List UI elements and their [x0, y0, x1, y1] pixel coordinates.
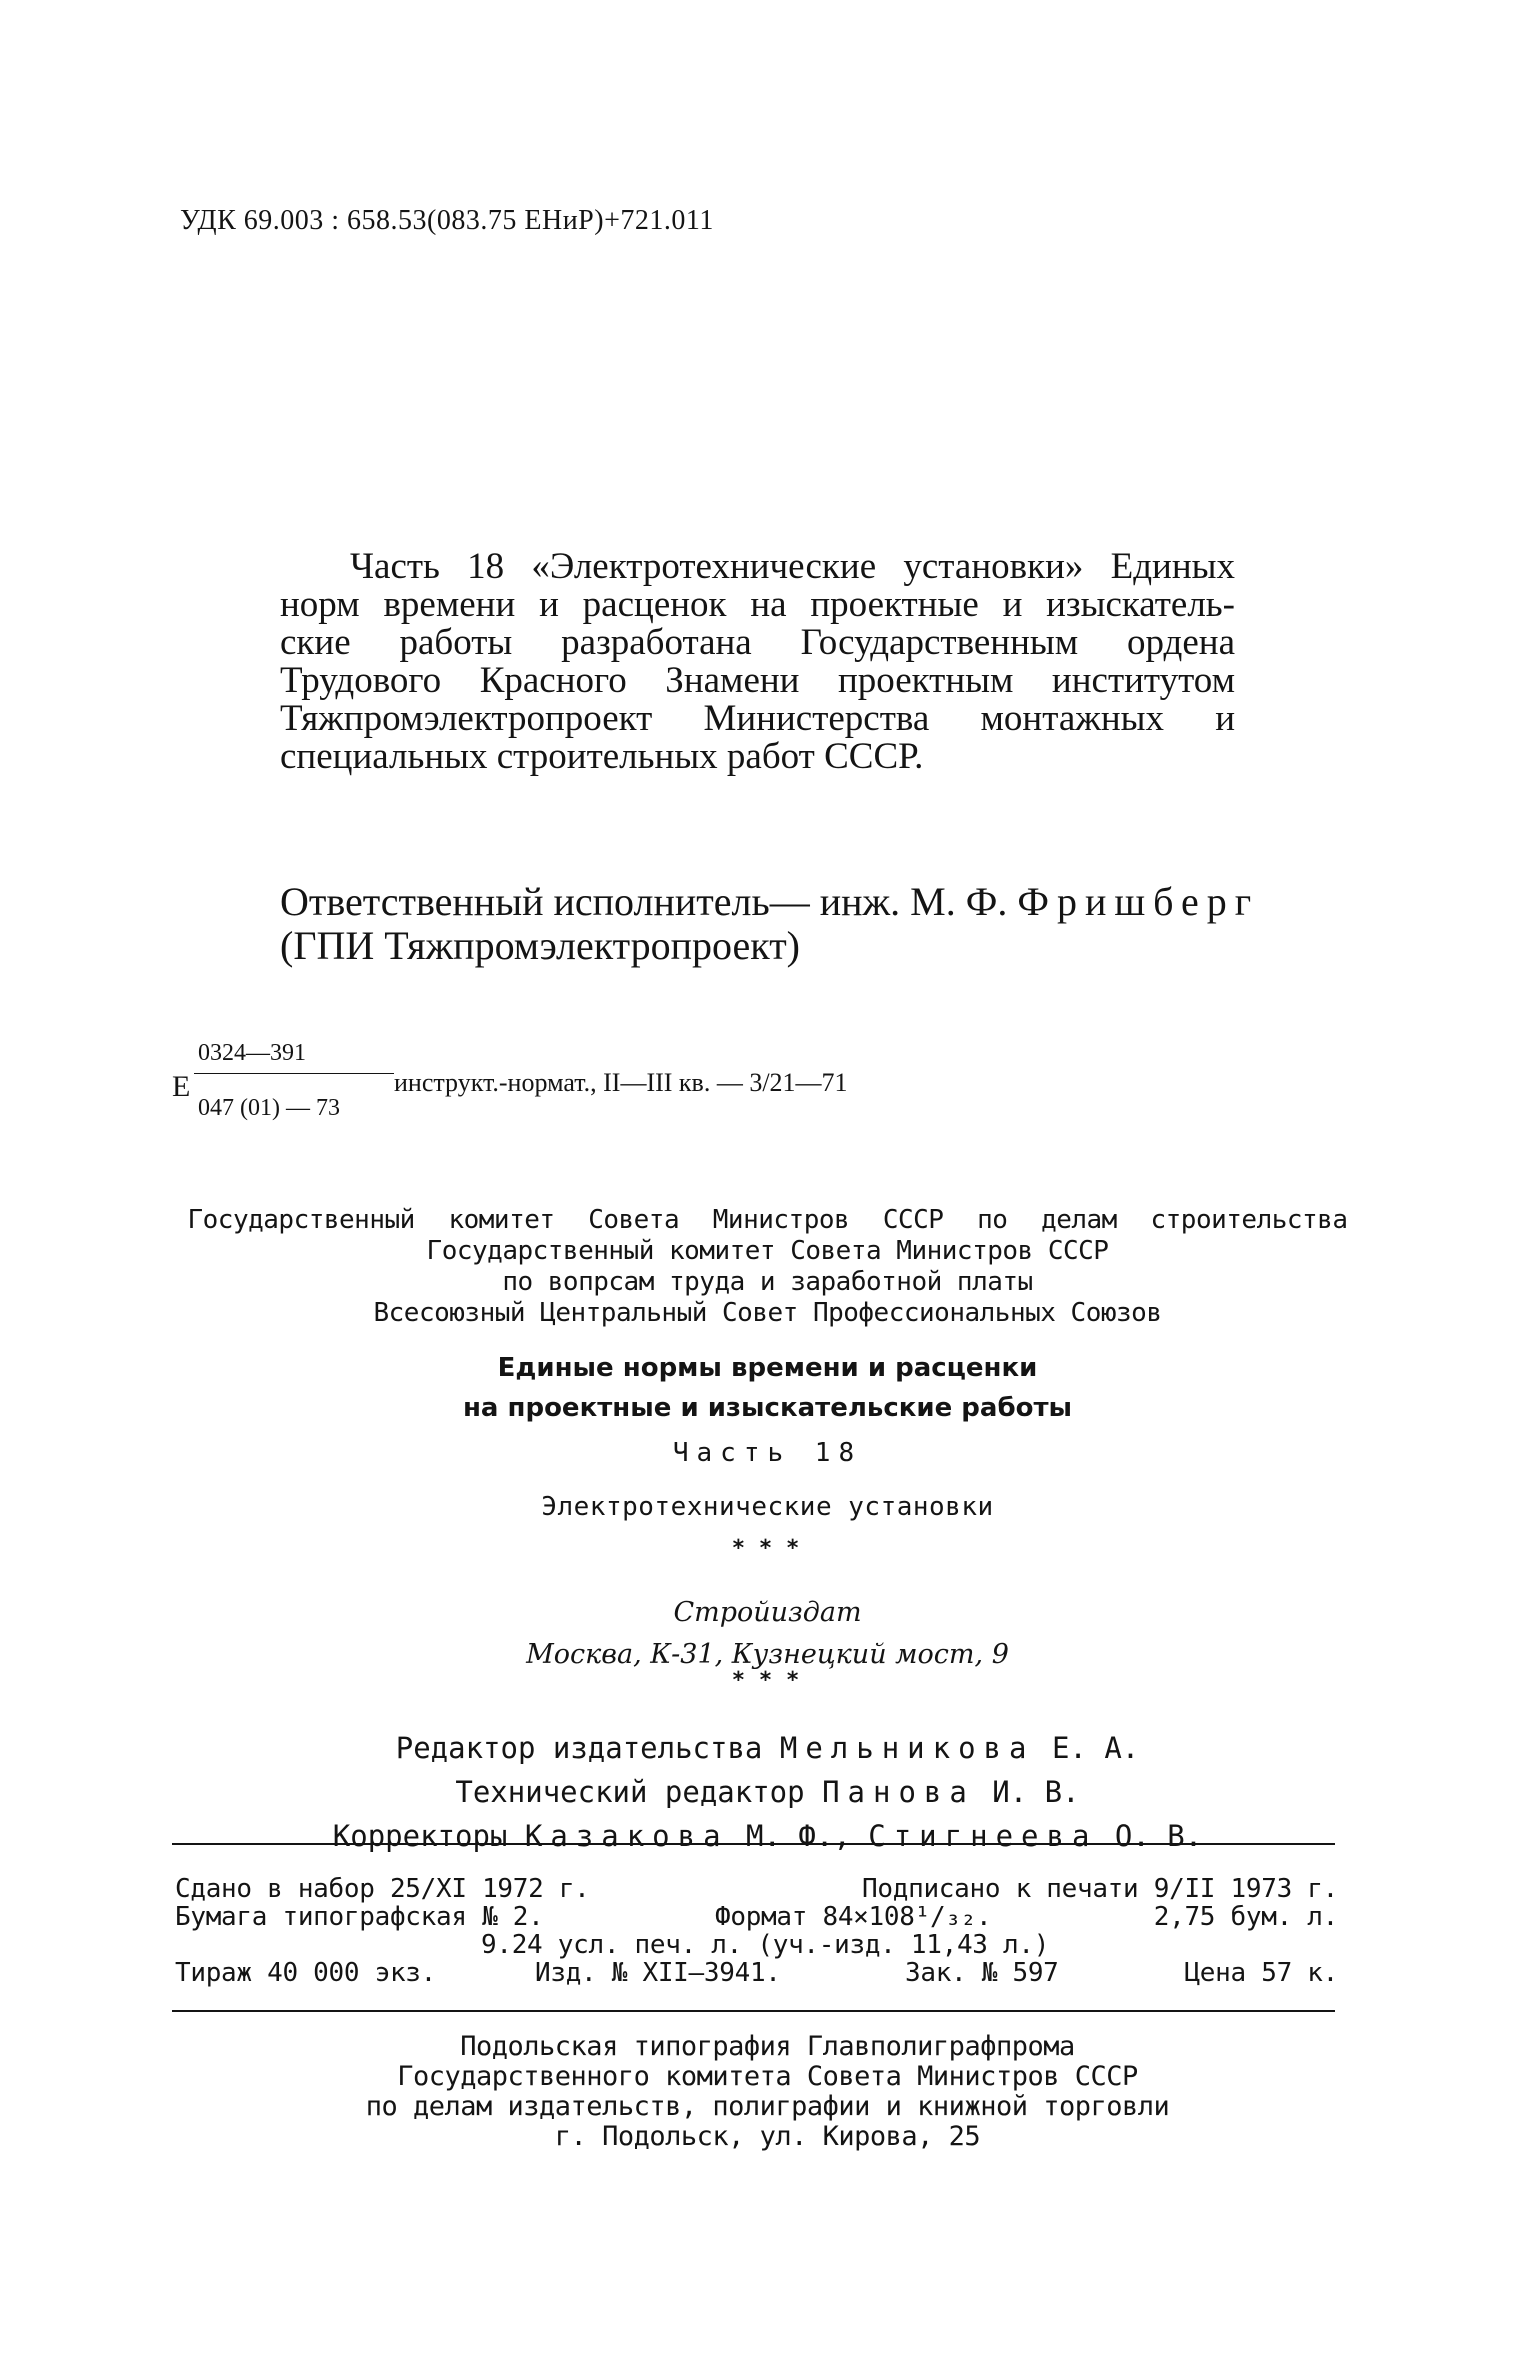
title-line: на проектные и изыскательские работы — [462, 1393, 1073, 1423]
editor-line — [0, 1814, 1535, 1858]
intro-line: Часть 18 «Электротехнические установки» Единых — [350, 546, 1235, 587]
committee-line: по вопрсам труда и заработной платы — [502, 1267, 1033, 1297]
editor-initials: И. В. — [992, 1775, 1080, 1809]
spec-print-sheets: 9.24 усл. печ. л. (уч.-изд. 11,43 л.) — [481, 1930, 1050, 1960]
committees — [0, 1205, 1535, 1329]
catalog-letter: Е — [172, 1070, 191, 1103]
editor-name: Стигнеева — [868, 1819, 1098, 1853]
title-line: Единые нормы времени и расценки — [497, 1353, 1038, 1383]
editor-initials: О. В. — [1114, 1819, 1203, 1853]
catalog-tail: инструкт.-нормат., II—III кв. — 3/21—71 — [394, 1068, 848, 1097]
publisher — [0, 1592, 1535, 1676]
intro-line: ские работы разработана Государственным ордена — [280, 622, 1235, 663]
committee-line: Всесоюзный Центральный Совет Профессиональных Союзов — [373, 1298, 1162, 1328]
committee-line: Государственный комитет Совета Министров СССР по делам строительства — [187, 1205, 1348, 1235]
printer-line: Государственного комитета Совета Министров СССР — [397, 2061, 1138, 2092]
editor-line — [0, 1770, 1535, 1814]
intro-line: Тяжпромэлектропроект Министерства монтажных и — [280, 698, 1235, 739]
printer-line: по делам издательств, полиграфии и книжной торговли — [365, 2091, 1170, 2122]
printer-info — [0, 2032, 1535, 2152]
asterism: * * * — [732, 1536, 803, 1561]
intro-line: норм времени и расценок на проектные и изыскатель- — [280, 584, 1235, 625]
spec-sheets: 2,75 бум. л. — [1153, 1902, 1338, 1932]
part-subject: Электротехнические установки — [541, 1492, 994, 1522]
divider — [172, 1843, 1335, 1845]
book-title — [0, 1348, 1535, 1428]
spec-format: Формат 84×108¹/₃₂. — [715, 1902, 992, 1932]
spec-price: Цена 57 к. — [1184, 1958, 1338, 1988]
printer-line: г. Подольск, ул. Кирова, 25 — [554, 2121, 981, 2152]
editors — [0, 1726, 1535, 1858]
spec-signed: Подписано к печати 9/II 1973 г. — [862, 1874, 1338, 1904]
publisher-name: Стройиздат — [673, 1597, 862, 1628]
intro-line: специальных строительных работ СССР. — [280, 736, 924, 777]
part-number: Часть 18 — [672, 1438, 863, 1468]
printer-line: Подольская типография Главполиграфпрома — [460, 2031, 1075, 2062]
udk-code: УДК 69.003 : 658.53(083.75 ЕНиР)+721.011 — [180, 205, 714, 236]
spec-edition: Изд. № XII—3941. — [535, 1958, 781, 1988]
responsible-prefix: Ответственный исполнитель— инж. М. Ф. — [280, 879, 1008, 924]
responsible-name: Фришберг — [1017, 879, 1260, 924]
editor-line — [0, 1726, 1535, 1770]
intro-paragraph — [280, 548, 1235, 776]
spec-paper: Бумага типографская № 2. — [175, 1902, 544, 1932]
editor-initials: Е. А. — [1051, 1731, 1140, 1765]
editor-name: Казакова — [524, 1819, 729, 1853]
editor-initials: М. Ф., — [746, 1819, 851, 1853]
spec-run: Тираж 40 000 экз. — [175, 1958, 437, 1988]
asterism: * * * — [732, 1668, 803, 1693]
divider — [172, 2010, 1335, 2012]
spec-order: Зак. № 597 — [905, 1958, 1059, 1988]
print-specs — [175, 1875, 1338, 1987]
editor-role: Редактор издательства — [395, 1731, 763, 1765]
editor-role: Корректоры — [332, 1819, 508, 1853]
editor-name: Мельникова — [779, 1731, 1035, 1765]
catalog-denominator: 047 (01) — 73 — [198, 1095, 340, 1121]
editor-role: Технический редактор — [455, 1775, 805, 1809]
fraction-line — [194, 1073, 394, 1074]
responsible-executor — [280, 880, 1259, 968]
responsible-org: (ГПИ Тяжпромэлектропроект) — [280, 923, 800, 968]
editor-name: Панова — [822, 1775, 975, 1809]
catalog-numerator: 0324—391 — [198, 1040, 306, 1066]
committee-line: Государственный комитет Совета Министров СССР — [426, 1236, 1109, 1266]
publisher-address: Москва, К-31, Кузнецкий мост, 9 — [526, 1639, 1009, 1670]
intro-line: Трудового Красного Знамени проектным институтом — [280, 660, 1235, 701]
spec-typeset: Сдано в набор 25/XI 1972 г. — [175, 1874, 590, 1904]
